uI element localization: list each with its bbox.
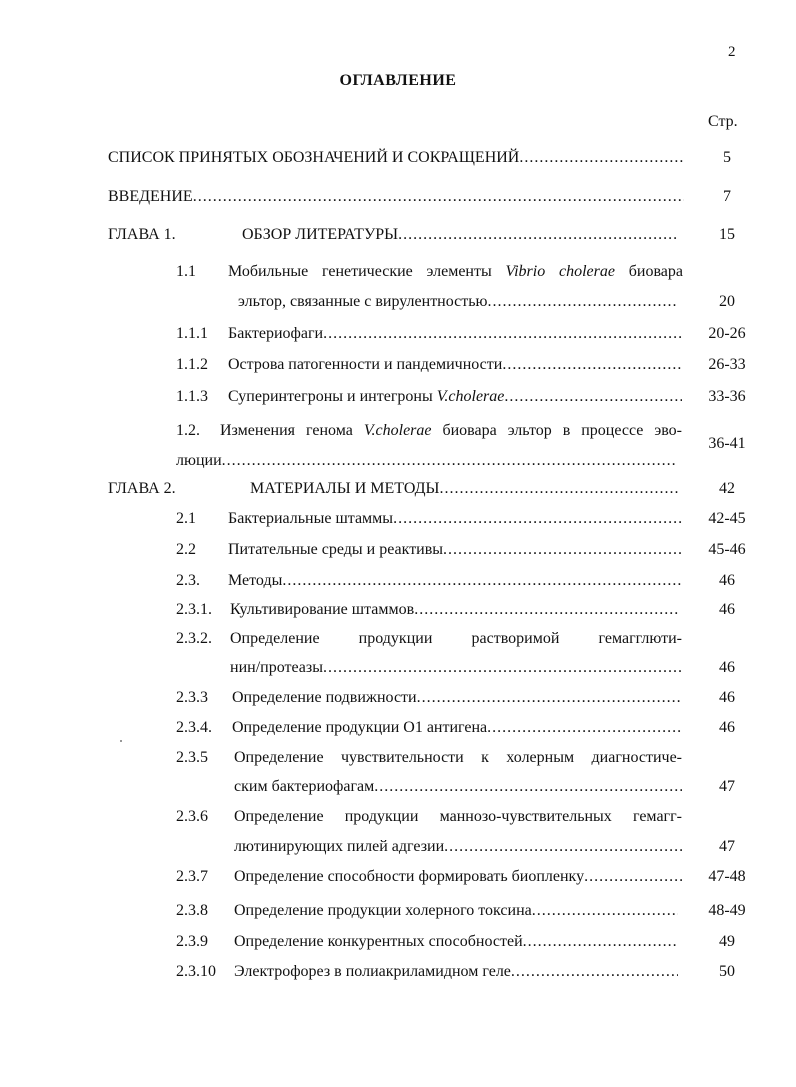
toc-entry-page: 46 <box>719 601 735 618</box>
toc-entry-page: 15 <box>719 226 735 243</box>
label-italic-text: V.cholerae <box>436 388 505 405</box>
toc-entry-label: ВВЕДЕНИЕ <box>108 188 193 205</box>
toc-entry-label-line2: люции <box>176 452 222 469</box>
toc-entry-number: 2.3.7 <box>176 868 208 885</box>
toc-entry <box>232 689 682 707</box>
toc-entry <box>234 933 678 951</box>
toc-entry-page: 36-41 <box>708 435 746 452</box>
toc-entry-page: 26-33 <box>708 356 746 373</box>
toc-entry-label: ОБЗОР ЛИТЕРАТУРЫ <box>242 226 399 243</box>
dot-leader <box>444 838 682 856</box>
toc-entry-label-line1 <box>220 422 682 440</box>
toc-entry-label-line1: Определение продукции маннозо-чувствительных гемагг- <box>234 808 682 825</box>
toc-entry-label-line1: Определение продукции растворимой гемагглюти- <box>230 630 682 647</box>
toc-entry-label-line2: лютинирующих пилей адгезии <box>234 838 445 855</box>
toc-entry-page: 7 <box>723 188 731 205</box>
dot-leader <box>532 902 678 920</box>
toc-entry <box>234 868 682 886</box>
toc-entry-label: СПИСОК ПРИНЯТЫХ ОБОЗНАЧЕНИЙ И СОКРАЩЕНИЙ <box>108 149 520 166</box>
toc-entry-label: Электрофорез в полиакриламидном геле <box>234 963 511 980</box>
toc-entry <box>232 719 682 737</box>
toc-entry <box>228 510 682 528</box>
toc-entry-number: 1.1.3 <box>176 388 208 405</box>
toc-entry-label: МАТЕРИАЛЫ И МЕТОДЫ <box>250 480 440 497</box>
toc-entry-number: 2.2 <box>176 541 196 558</box>
toc-entry-number: 2.3.10 <box>176 963 216 980</box>
label-text: Мобильные генетические элементы <box>228 263 506 280</box>
toc-entry <box>242 226 678 244</box>
toc-entry-number: 1.1.1 <box>176 325 208 342</box>
toc-entry <box>234 963 678 981</box>
toc-entry-page: 49 <box>719 933 735 950</box>
toc-entry-number: ГЛАВА 1. <box>108 226 176 243</box>
dot-leader <box>374 778 682 796</box>
toc-entry-label-line1 <box>228 263 683 281</box>
toc-entry-page: 46 <box>719 689 735 706</box>
toc-entry <box>228 541 682 559</box>
toc-entry-label-line2: ским бактериофагам <box>234 778 375 795</box>
dot-leader <box>222 452 676 470</box>
toc-entry-label: Определение продукции холерного токсина <box>234 902 532 919</box>
label-text: биовара <box>614 263 684 280</box>
toc-entry-label-line1: Определение чувствительности к холерным диагностиче- <box>234 749 682 766</box>
toc-entry-label: Бактериальные штаммы <box>228 510 394 527</box>
toc-entry <box>234 778 682 796</box>
toc-entry-number: 2.3.5 <box>176 749 208 766</box>
toc-entry-page: 50 <box>719 963 735 980</box>
page-number: 2 <box>728 44 736 60</box>
dot-leader <box>523 933 678 951</box>
dot-leader <box>414 601 678 619</box>
toc-entry <box>250 480 680 498</box>
toc-entry <box>228 388 682 406</box>
toc-entry <box>108 188 684 206</box>
toc-entry-label-line2: нин/протеазы <box>230 659 323 676</box>
page-title: ОГЛАВЛЕНИЕ <box>339 72 457 89</box>
toc-entry-label: Питательные среды и реактивы <box>228 541 444 558</box>
toc-entry-label: Определение подвижности <box>232 689 417 706</box>
dot-leader <box>502 356 682 374</box>
dot-leader <box>519 149 684 167</box>
dot-leader <box>398 226 678 244</box>
toc-entry <box>228 572 682 590</box>
dot-leader <box>511 963 678 981</box>
toc-entry-number: 2.3. <box>176 572 200 589</box>
dot-leader <box>282 572 682 590</box>
toc-entry-label: Острова патогенности и пандемичности <box>228 356 503 373</box>
dot-leader <box>504 388 682 406</box>
dot-leader <box>584 868 682 886</box>
dot-leader <box>417 689 682 707</box>
toc-entry-page: 46 <box>719 572 735 589</box>
toc-entry-page: 47-48 <box>708 868 746 885</box>
label-text: Суперинтегроны и интегроны <box>228 388 437 405</box>
page-column-header: Стр. <box>708 113 738 130</box>
toc-entry-page: 47 <box>719 838 735 855</box>
dot-leader <box>439 480 680 498</box>
toc-entry-label: Методы <box>228 572 283 589</box>
toc-entry <box>238 293 678 311</box>
dot-leader <box>487 719 682 737</box>
dot-leader <box>193 188 684 206</box>
toc-entry <box>108 149 684 167</box>
toc-entry-page: 5 <box>723 149 731 166</box>
label-text: биовара эльтор в процессе эво- <box>431 422 682 439</box>
toc-entry <box>234 902 678 920</box>
toc-entry-label-line2: эльтор, связанные с вирулентностью <box>238 293 488 310</box>
toc-entry-number: 2.1 <box>176 510 196 527</box>
toc-entry <box>234 838 682 856</box>
dot-leader <box>443 541 682 559</box>
dot-leader <box>487 293 678 311</box>
toc-entry-number: 2.3.1. <box>176 601 212 618</box>
label-text: Изменения генома <box>220 422 364 439</box>
toc-entry-number: 1.2. <box>176 422 200 439</box>
toc-entry-page: 46 <box>719 659 735 676</box>
toc-entry-page: 42-45 <box>708 510 746 527</box>
toc-entry-page: 48-49 <box>708 902 746 919</box>
toc-entry-label: Определение продукции О1 антигена <box>232 719 488 736</box>
toc-entry-label <box>228 388 504 406</box>
toc-entry-number: 2.3.9 <box>176 933 208 950</box>
dot-leader <box>323 659 682 677</box>
toc-entry <box>230 659 682 677</box>
toc-entry-page: 45-46 <box>708 541 746 558</box>
label-italic-text: V.cholerae <box>363 422 432 439</box>
dot-leader <box>323 325 682 343</box>
toc-entry <box>228 356 682 374</box>
toc-entry-page: 20-26 <box>708 325 746 342</box>
toc-entry-number: 1.1.2 <box>176 356 208 373</box>
label-italic-text: Vibrio cholerae <box>505 263 615 280</box>
toc-entry-number: 2.3.3 <box>176 689 208 706</box>
toc-entry <box>228 325 682 343</box>
toc-entry-label: Культивирование штаммов <box>230 601 415 618</box>
dot-leader <box>393 510 682 528</box>
toc-entry-number: ГЛАВА 2. <box>108 480 176 497</box>
toc-entry-number: 2.3.8 <box>176 902 208 919</box>
toc-entry <box>176 452 676 470</box>
scan-speck <box>120 740 122 742</box>
toc-entry-number: 1.1 <box>176 263 196 280</box>
toc-entry-number: 2.3.2. <box>176 630 212 647</box>
toc-entry-page: 20 <box>719 293 735 310</box>
toc-entry-page: 46 <box>719 719 735 736</box>
toc-entry-number: 2.3.4. <box>176 719 212 736</box>
toc-entry-label: Бактериофаги <box>228 325 324 342</box>
toc-entry-label: Определение конкурентных способностей <box>234 933 523 950</box>
toc-entry <box>230 601 678 619</box>
toc-entry-number: 2.3.6 <box>176 808 208 825</box>
toc-entry-page: 33-36 <box>708 388 746 405</box>
toc-entry-page: 42 <box>719 480 735 497</box>
toc-entry-label: Определение способности формировать биопленку <box>234 868 585 885</box>
toc-entry-page: 47 <box>719 778 735 795</box>
